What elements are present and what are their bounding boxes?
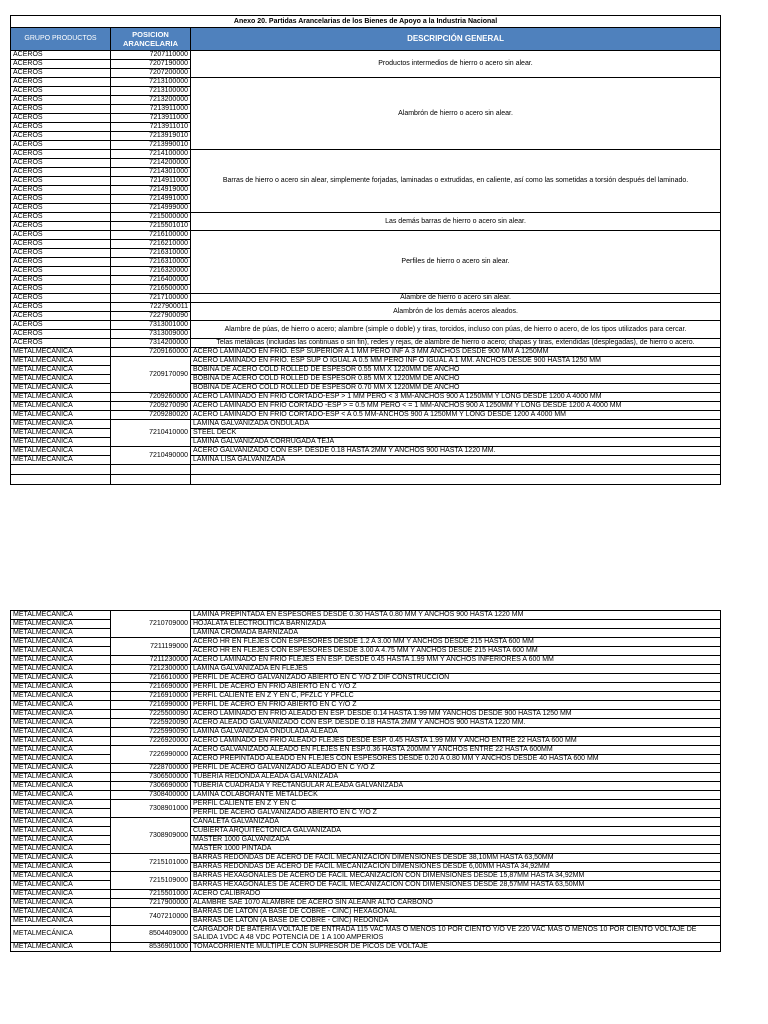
table-row — [11, 791, 721, 800]
table-row — [11, 764, 721, 773]
table-row — [11, 656, 721, 665]
group-cell: ACEROS — [11, 303, 111, 312]
description-cell: CUBIERTA ARQUITECTONICA GALVANIZADA — [191, 827, 721, 836]
group-cell: ACEROS — [11, 339, 111, 348]
description-cell: ACERO LAMINADO EN FRIO ALEADO EN ESP. DESDE 0.14 HASTA 1.99 MM YANCHOS DESDE 900 HASTA 1250 MM — [191, 710, 721, 719]
table-row — [11, 943, 721, 952]
table-row — [11, 692, 721, 701]
tariff-code-cell: 8536901000 — [111, 943, 191, 952]
group-cell: METALMECÁNICA — [11, 366, 111, 375]
group-cell: ACEROS — [11, 141, 111, 150]
table-row — [11, 926, 721, 943]
tariff-code-cell: 7225500090 — [111, 710, 191, 719]
group-cell: ACEROS — [11, 258, 111, 267]
tariff-code-cell: 7216310000 — [111, 258, 191, 267]
tariff-code-cell: 7225920090 — [111, 719, 191, 728]
description-cell: TUBERIA REDONDA ALEADA GALVANIZADA — [191, 773, 721, 782]
group-cell: METALMECÁNICA — [11, 728, 111, 737]
description-cell: BARRAS DE LATON (A BASE DE COBRE - CINC) REDONDA — [191, 917, 721, 926]
tariff-code-cell: 7216320000 — [111, 267, 191, 276]
description-cell: Las demás barras de hierro o acero sin alear. — [191, 213, 721, 231]
table-row — [11, 213, 721, 222]
group-cell: ACEROS — [11, 69, 111, 78]
description-cell: BOBINA DE ACERO COLD ROLLED DE ESPESOR 0.70 MM X 1220MM DE ANCHO — [191, 384, 721, 393]
empty-cell — [11, 465, 111, 475]
table-row — [11, 638, 721, 647]
group-cell: ACEROS — [11, 105, 111, 114]
group-cell: METALMECÁNICA — [11, 357, 111, 366]
description-cell: PERFIL DE ACERO EN FRIO ABIERTO EN C Y/O Z — [191, 683, 721, 692]
group-cell: METALMECÁNICA — [11, 854, 111, 863]
description-cell: CANALETA GALVANIZADA — [191, 818, 721, 827]
tariff-code-cell: 7308400000 — [111, 791, 191, 800]
group-cell: METALMECÁNICA — [11, 943, 111, 952]
table-row — [11, 854, 721, 863]
group-cell: METALMECÁNICA — [11, 881, 111, 890]
tariff-code-cell: 7211230000 — [111, 656, 191, 665]
table-row — [11, 701, 721, 710]
group-cell: METALMECÁNICA — [11, 393, 111, 402]
group-cell: METALMECÁNICA — [11, 438, 111, 447]
group-cell: METALMECÁNICA — [11, 647, 111, 656]
table-row — [11, 420, 721, 429]
tariff-code-cell: 7215109000 — [111, 872, 191, 890]
group-cell: METALMECÁNICA — [11, 384, 111, 393]
description-cell: ACERO PREPINTADO ALEADO EN FLEJES CON ESPESORES DESDE 0.20 A 0.80 MM Y ANCHOS DESDE 40 HASTA 600 MM — [191, 755, 721, 764]
description-cell: BARRAS REDONDAS DE ACERO DE FACIL MECANIZACION DIMENSIONES DESDE 6,00MM HASTA 34,92MM — [191, 863, 721, 872]
tariff-code-cell: 7209160000 — [111, 348, 191, 357]
group-cell: METALMECÁNICA — [11, 764, 111, 773]
description-cell: TOMACORRIENTE MULTIPLE CON SUPRESOR DE PICOS DE VOLTAJE — [191, 943, 721, 952]
tariff-code-cell: 7214991000 — [111, 195, 191, 204]
group-cell: METALMECÁNICA — [11, 638, 111, 647]
group-cell: METALMECÁNICA — [11, 926, 111, 943]
group-cell: METALMECÁNICA — [11, 456, 111, 465]
tariff-code-cell: 7308901000 — [111, 800, 191, 818]
tariff-table-page-2 — [10, 610, 721, 952]
group-cell: METALMECÁNICA — [11, 683, 111, 692]
tariff-code-cell: 7306690000 — [111, 782, 191, 791]
description-cell: LAMINA GALVANIZADA CORRUGADA TEJA — [191, 438, 721, 447]
group-cell: ACEROS — [11, 204, 111, 213]
description-cell: Barras de hierro o acero sin alear, simplemente forjadas, laminadas o extrudidas, en caliente, así como las sometidas a torsión después del laminado. — [191, 150, 721, 213]
table-row — [11, 51, 721, 60]
group-cell: ACEROS — [11, 51, 111, 60]
table-body-1 — [11, 51, 721, 485]
description-cell: LAMINA PREPINTADA EN ESPESORES DESDE 0.30 HASTA 0.80 MM Y ANCHOS 900 HASTA 1220 MM — [191, 611, 721, 620]
group-cell: ACEROS — [11, 78, 111, 87]
tariff-code-cell: 7207190000 — [111, 60, 191, 69]
table-row — [11, 402, 721, 411]
header-grupo: GRUPO PRODUCTOS — [11, 28, 111, 51]
description-cell: ACERO LAMINADO EN FRIO. ESP SUPERIOR A 1 MM PERO INF A 3 MM ANCHOS DESDE 900 MM A 1250MM — [191, 348, 721, 357]
description-cell: PERFIL DE ACERO GALVANIZADO ABIERTO EN C Y/O Z DIF CONSTRUCCION — [191, 674, 721, 683]
group-cell: METALMECÁNICA — [11, 737, 111, 746]
description-cell: ACERO HR EN FLEJES CON ESPESORES DESDE 1.2 A 3.00 MM Y ANCHOS DESDE 215 HASTA 600 MM — [191, 638, 721, 647]
table-row — [11, 899, 721, 908]
group-cell: ACEROS — [11, 240, 111, 249]
tariff-code-cell: 7217900000 — [111, 899, 191, 908]
table-row — [11, 348, 721, 357]
table-row — [11, 78, 721, 87]
table-row — [11, 782, 721, 791]
group-cell: METALMECÁNICA — [11, 447, 111, 456]
group-cell: METALMECÁNICA — [11, 827, 111, 836]
description-cell: Alambre de púas, de hierro o acero; alambre (simple o doble) y tiras, torcidos, incluso con púas, de hierro o acero, de los tipos utilizados para cercar. — [191, 321, 721, 339]
description-cell: LAMINA GALVANIZADA EN FLEJES — [191, 665, 721, 674]
group-cell: METALMECÁNICA — [11, 872, 111, 881]
table-row — [11, 683, 721, 692]
tariff-code-cell: 7209260000 — [111, 393, 191, 402]
description-cell: ACERO HR EN FLEJES CON ESPESORES DESDE 3.00 A 4.75 MM Y ANCHOS DESDE 215 HASTA 600 MM — [191, 647, 721, 656]
group-cell: METALMECÁNICA — [11, 656, 111, 665]
tariff-code-cell: 7215000000 — [111, 213, 191, 222]
tariff-code-cell: 7213200000 — [111, 96, 191, 105]
group-cell: METALMECÁNICA — [11, 791, 111, 800]
tariff-table-page-1 — [10, 15, 721, 485]
description-cell: LAMINA LISA GALVANIZADA — [191, 456, 721, 465]
tariff-code-cell: 7216910000 — [111, 692, 191, 701]
table-row — [11, 710, 721, 719]
group-cell: ACEROS — [11, 321, 111, 330]
group-cell: METALMECÁNICA — [11, 402, 111, 411]
table-row — [11, 339, 721, 348]
empty-cell — [11, 475, 111, 485]
group-cell: METALMECÁNICA — [11, 701, 111, 710]
tariff-code-cell: 7209280020 — [111, 411, 191, 420]
description-cell: ACERO LAMINADO EN FRIO CORTADO-ESP > 1 MM PERO < 3 MM-ANCHOS 900 A 1250MM Y LONG DESDE 1200 A 4000 MM — [191, 393, 721, 402]
tariff-code-cell: 7213990010 — [111, 141, 191, 150]
group-cell: METALMECÁNICA — [11, 818, 111, 827]
tariff-code-cell: 7226920000 — [111, 737, 191, 746]
description-cell: Alambre de hierro o acero sin alear. — [191, 294, 721, 303]
description-cell: BOBINA DE ACERO COLD ROLLED DE ESPESOR 0.85 MM X 1220MM DE ANCHO — [191, 375, 721, 384]
description-cell: STEEL DECK — [191, 429, 721, 438]
description-cell: Productos intermedios de hierro o acero sin alear. — [191, 51, 721, 78]
tariff-code-cell: 7215501010 — [111, 222, 191, 231]
description-cell: ALAMBRE SAE 1070 ALAMBRE DE ACERO SIN ALEANR ALTO CARBONO — [191, 899, 721, 908]
description-cell: PERFIL DE ACERO GALVANIZADO ALEADO EN C Y/O Z — [191, 764, 721, 773]
group-cell: ACEROS — [11, 267, 111, 276]
table-body-2 — [11, 611, 721, 952]
group-cell: ACEROS — [11, 330, 111, 339]
tariff-code-cell: 7212300000 — [111, 665, 191, 674]
tariff-code-cell: 7216100000 — [111, 231, 191, 240]
tariff-code-cell: 7213100000 — [111, 87, 191, 96]
empty-cell — [191, 475, 721, 485]
description-cell: Telas metálicas (incluidas las continuas o sin fin), redes y rejas, de alambre de hierro o acero; chapas y tiras, extendidas (desplegadas), de hierro o acero. — [191, 339, 721, 348]
tariff-code-cell: 7216310000 — [111, 249, 191, 258]
group-cell: METALMECÁNICA — [11, 348, 111, 357]
tariff-code-cell: 7207110000 — [111, 51, 191, 60]
empty-cell — [191, 465, 721, 475]
group-cell: METALMECÁNICA — [11, 719, 111, 728]
tariff-code-cell: 8504409000 — [111, 926, 191, 943]
description-cell: LAMINA COLABORANTE METALDECK — [191, 791, 721, 800]
group-cell: METALMECÁNICA — [11, 908, 111, 917]
group-cell: METALMECÁNICA — [11, 429, 111, 438]
group-cell: METALMECÁNICA — [11, 863, 111, 872]
tariff-code-cell: 7209270090 — [111, 402, 191, 411]
group-cell: METALMECÁNICA — [11, 899, 111, 908]
description-cell: PERFIL CALIENTE EN Z Y EN C — [191, 800, 721, 809]
tariff-code-cell: 7213100000 — [111, 78, 191, 87]
group-cell: METALMECÁNICA — [11, 746, 111, 755]
tariff-code-cell: 7211199000 — [111, 638, 191, 656]
group-cell: ACEROS — [11, 132, 111, 141]
tariff-code-cell: 7226990000 — [111, 746, 191, 764]
tariff-code-cell: 7216990000 — [111, 701, 191, 710]
tariff-code-cell: 7209170090 — [111, 357, 191, 393]
group-cell: ACEROS — [11, 231, 111, 240]
description-cell: PERFIL CALIENTE EN Z Y EN C, PFZLC Y PFCLC — [191, 692, 721, 701]
tariff-code-cell: 7214919000 — [111, 186, 191, 195]
group-cell: ACEROS — [11, 195, 111, 204]
group-cell: ACEROS — [11, 213, 111, 222]
group-cell: ACEROS — [11, 285, 111, 294]
group-cell: METALMECÁNICA — [11, 674, 111, 683]
description-cell: ACERO ALEADO GALVANIZADO CON ESP. DESDE 0.18 HASTA 2MM Y ANCHOS 900 HASTA 1220 MM. — [191, 719, 721, 728]
group-cell: METALMECÁNICA — [11, 692, 111, 701]
table-row — [11, 150, 721, 159]
table-row — [11, 611, 721, 620]
tariff-code-cell: 7210490000 — [111, 447, 191, 465]
table-row — [11, 321, 721, 330]
table-row — [11, 908, 721, 917]
tariff-code-cell: 7213919010 — [111, 132, 191, 141]
description-cell: BARRAS REDONDAS DE ACERO DE FACIL MECANIZACION DIMENSIONES DESDE 38,10MM HASTA 63,50MM — [191, 854, 721, 863]
table-row — [11, 447, 721, 456]
group-cell: METALMECÁNICA — [11, 917, 111, 926]
group-cell: METALMECÁNICA — [11, 890, 111, 899]
tariff-code-cell: 7216210000 — [111, 240, 191, 249]
table-row — [11, 294, 721, 303]
description-cell: MASTER 1000 PINTADA — [191, 845, 721, 854]
group-cell: ACEROS — [11, 150, 111, 159]
table-row — [11, 411, 721, 420]
group-cell: METALMECÁNICA — [11, 809, 111, 818]
tariff-code-cell: 7217100000 — [111, 294, 191, 303]
tariff-code-cell: 7216500000 — [111, 285, 191, 294]
group-cell: ACEROS — [11, 312, 111, 321]
description-cell: BARRAS HEXAGONALES DE ACERO DE FACIL MECANIZACION CON DIMENSIONES DESDE 15,87MM HASTA 34,92MM — [191, 872, 721, 881]
group-cell: ACEROS — [11, 222, 111, 231]
description-cell: LAMINA GALVANIZADA ONDULADA ALEADA — [191, 728, 721, 737]
tariff-code-cell: 7216400000 — [111, 276, 191, 285]
empty-cell — [111, 465, 191, 475]
group-cell: METALMECÁNICA — [11, 665, 111, 674]
tariff-code-cell: 7215501000 — [111, 890, 191, 899]
tariff-code-cell: 7306500000 — [111, 773, 191, 782]
group-cell: METALMECÁNICA — [11, 800, 111, 809]
header-descripcion: DESCRIPCIÓN GENERAL — [191, 28, 721, 51]
description-cell: ACERO LAMINADO EN FRIO FLEJES EN ESP. DESDE 0.45 HASTA 1.99 MM Y ANCHOS INFERIORES A 600 MM — [191, 656, 721, 665]
description-cell: MASTER 1000 GALVANIZADA — [191, 836, 721, 845]
table-row — [11, 393, 721, 402]
description-cell: ACERO LAMINADO EN FRIO CORTADO-ESP < A 0.5 MM-ANCHOS 900 A 1250MM Y LONG DESDE 1200 A 4000 MM — [191, 411, 721, 420]
group-cell: ACEROS — [11, 294, 111, 303]
table-row — [11, 737, 721, 746]
description-cell: Alambrón de hierro o acero sin alear. — [191, 78, 721, 150]
group-cell: METALMECÁNICA — [11, 411, 111, 420]
table-row — [11, 800, 721, 809]
group-cell: METALMECÁNICA — [11, 620, 111, 629]
group-cell: ACEROS — [11, 249, 111, 258]
description-cell: TUBERIA CUADRADA Y RECTANGULAR ALEADA GALVANIZADA — [191, 782, 721, 791]
tariff-code-cell: 7314200000 — [111, 339, 191, 348]
tariff-code-cell: 7227900090 — [111, 312, 191, 321]
group-cell: ACEROS — [11, 177, 111, 186]
table-title: Anexo 20. Partidas Arancelarias de los Bienes de Apoyo a la Industria Nacional — [11, 16, 721, 28]
tariff-code-cell: 7214100000 — [111, 150, 191, 159]
group-cell: ACEROS — [11, 123, 111, 132]
description-cell: ACERO LAMINADO EN FRIO. ESP SUP O IGUAL A 0.5 MM PERO INF O IGUAL A 1 MM. ANCHOS DESDE 900 HASTA 1250 MM — [191, 357, 721, 366]
tariff-code-cell: 7227900011 — [111, 303, 191, 312]
description-cell: HOJALATA ELECTROLITICA BARNIZADA — [191, 620, 721, 629]
table-row — [11, 872, 721, 881]
tariff-code-cell: 7213911010 — [111, 123, 191, 132]
table-row — [11, 719, 721, 728]
group-cell: METALMECÁNICA — [11, 375, 111, 384]
tariff-code-cell: 7313009000 — [111, 330, 191, 339]
table-row — [11, 303, 721, 312]
description-cell: BARRAS DE LATON (A BASE DE COBRE - CINC) HEXAGONAL — [191, 908, 721, 917]
description-cell: ACERO LAMINADO EN FRIO ALEADO FLEJES DESDE ESP. 0.45 HASTA 1.99 MM Y ANCHO ENTRE 22 HASTA 600 MM — [191, 737, 721, 746]
description-cell: ACERO CALIBRADO — [191, 890, 721, 899]
empty-row — [11, 475, 721, 485]
tariff-code-cell: 7214999000 — [111, 204, 191, 213]
tariff-code-cell: 7216610000 — [111, 674, 191, 683]
group-cell: ACEROS — [11, 159, 111, 168]
description-cell: ACERO GALVANIZADO ALEADO EN FLEJES EN ESP.0.36 HASTA 200MM Y ANCHOS ENTRE 22 HASTA 600MM — [191, 746, 721, 755]
empty-row — [11, 465, 721, 475]
tariff-code-cell: 7215101000 — [111, 854, 191, 872]
description-cell: BARRAS HEXAGONALES DE ACERO DE FACIL MECANIZACION CON DIMENSIONES DESDE 28,57MM HASTA 63,50MM — [191, 881, 721, 890]
group-cell: METALMECÁNICA — [11, 836, 111, 845]
group-cell: METALMECÁNICA — [11, 420, 111, 429]
description-cell: PERFIL DE ACERO GALVANIZADO ABIERTO EN C Y/O Z — [191, 809, 721, 818]
tariff-code-cell: 7225990090 — [111, 728, 191, 737]
table-row — [11, 728, 721, 737]
tariff-code-cell: 7308909000 — [111, 818, 191, 854]
tariff-code-cell: 7214301000 — [111, 168, 191, 177]
description-cell: ACERO GALVANIZADO CON ESP. DESDE 0.18 HASTA 2MM Y ANCHOS 900 HASTA 1220 MM. — [191, 447, 721, 456]
tariff-code-cell: 7214200000 — [111, 159, 191, 168]
group-cell: ACEROS — [11, 87, 111, 96]
table-row — [11, 773, 721, 782]
tariff-code-cell: 7216690000 — [111, 683, 191, 692]
tariff-code-cell: 7313001000 — [111, 321, 191, 330]
group-cell: ACEROS — [11, 96, 111, 105]
tariff-code-cell: 7207200000 — [111, 69, 191, 78]
group-cell: METALMECÁNICA — [11, 845, 111, 854]
tariff-code-cell: 7407210000 — [111, 908, 191, 926]
description-cell: PERFIL DE ACERO EN FRIO ABIERTO EN C Y/O Z — [191, 701, 721, 710]
group-cell: METALMECÁNICA — [11, 611, 111, 620]
tariff-code-cell: 7228700000 — [111, 764, 191, 773]
table-row — [11, 674, 721, 683]
table-row — [11, 231, 721, 240]
group-cell: METALMECÁNICA — [11, 773, 111, 782]
table-row — [11, 665, 721, 674]
group-cell: METALMECÁNICA — [11, 755, 111, 764]
group-cell: ACEROS — [11, 186, 111, 195]
group-cell: ACEROS — [11, 168, 111, 177]
description-cell: BOBINA DE ACERO COLD ROLLED DE ESPESOR 0.55 MM X 1220MM DE ANCHO — [191, 366, 721, 375]
empty-cell — [111, 475, 191, 485]
group-cell: ACEROS — [11, 276, 111, 285]
group-cell: ACEROS — [11, 114, 111, 123]
description-cell: ACERO LAMINADO EN FRIO CORTADO -ESP > = 0.5 MM PERO < = 1 MM-ANCHOS 900 A 1250MM Y LONG DESDE 1200 A 4000 MM — [191, 402, 721, 411]
tariff-code-cell: 7213911000 — [111, 114, 191, 123]
description-cell: LAMINA GALVANIZADA ONDULADA — [191, 420, 721, 429]
group-cell: METALMECÁNICA — [11, 710, 111, 719]
table-row — [11, 357, 721, 366]
table-row — [11, 818, 721, 827]
group-cell: METALMECÁNICA — [11, 629, 111, 638]
group-cell: ACEROS — [11, 60, 111, 69]
table-row — [11, 746, 721, 755]
tariff-code-cell: 7210709000 — [111, 611, 191, 638]
description-cell: LAMINA CROMADA BARNIZADA — [191, 629, 721, 638]
tariff-code-cell: 7214911000 — [111, 177, 191, 186]
description-cell: Perfiles de hierro o acero sin alear. — [191, 231, 721, 294]
tariff-code-cell: 7210410000 — [111, 420, 191, 447]
description-cell: CARGADOR DE BATERIA VOLTAJE DE ENTRADA 115 VAC MAS O MENOS 10 POR CIENTO Y/O VE 220 VAC MAS O MENOS 10 POR CIENTO VOLTAJE DE SALIDA 1VDC A 48 VDC POTENCIA DE 1 A 100 AMPERIOS — [191, 926, 721, 943]
tariff-code-cell: 7213911000 — [111, 105, 191, 114]
header-posicion: POSICION ARANCELARIA — [111, 28, 191, 51]
group-cell: METALMECÁNICA — [11, 782, 111, 791]
description-cell: Alambrón de los demás aceros aleados. — [191, 303, 721, 321]
table-row — [11, 890, 721, 899]
